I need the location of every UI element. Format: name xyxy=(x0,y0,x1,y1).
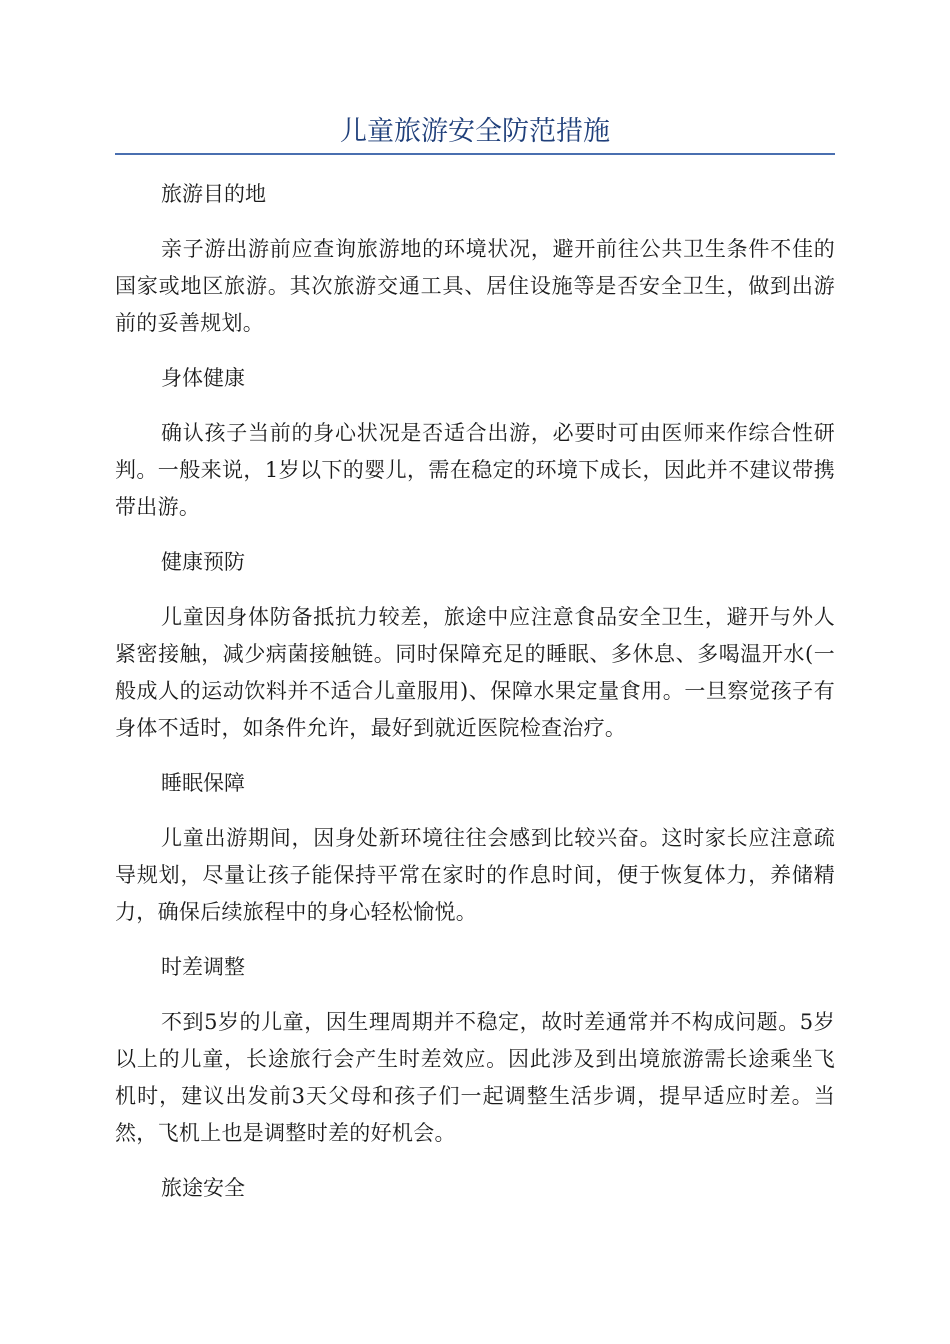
section-travel-safety xyxy=(115,1170,835,1206)
section-paragraph: 确认孩子当前的身心状况是否适合出游，必要时可由医师来作综合性研判。一般来说，1岁以下的婴儿，需在稳定的环境下成长，因此并不建议带携带出游。 xyxy=(115,421,835,519)
section-jetlag xyxy=(115,949,835,1170)
document-title: 儿童旅游安全防范措施 xyxy=(340,116,610,147)
section-heading: 时差调整 xyxy=(161,955,245,979)
section-sleep xyxy=(115,765,835,949)
section-heading: 健康预防 xyxy=(161,550,245,574)
section-paragraph: 儿童因身体防备抵抗力较差，旅途中应注意食品安全卫生，避开与外人紧密接触，减少病菌接触链。同时保障充足的睡眠、多休息、多喝温开水(一般成人的运动饮料并不适合儿童服用)、保障水果定量食用。一旦察觉孩子有身体不适时，如条件允许，最好到就近医院检查治疗。 xyxy=(115,605,835,740)
section-prevention xyxy=(115,544,835,765)
section-destination xyxy=(115,176,835,360)
section-paragraph: 儿童出游期间，因身处新环境往往会感到比较兴奋。这时家长应注意疏导规划，尽量让孩子能保持平常在家时的作息时间，便于恢复体力，养储精力，确保后续旅程中的身心轻松愉悦。 xyxy=(115,826,835,924)
section-heading: 旅游目的地 xyxy=(161,182,266,206)
section-heading: 旅途安全 xyxy=(161,1176,245,1200)
section-paragraph: 亲子游出游前应查询旅游地的环境状况，避开前往公共卫生条件不佳的国家或地区旅游。其次旅游交通工具、居住设施等是否安全卫生，做到出游前的妥善规划。 xyxy=(115,237,835,335)
document-body xyxy=(115,176,835,1206)
section-health xyxy=(115,360,835,544)
section-heading: 睡眠保障 xyxy=(161,771,245,795)
section-paragraph: 不到5岁的儿童，因生理周期并不稳定，故时差通常并不构成问题。5岁以上的儿童，长途旅行会产生时差效应。因此涉及到出境旅游需长途乘坐飞机时，建议出发前3天父母和孩子们一起调整生活步调，提早适应时差。当然，飞机上也是调整时差的好机会。 xyxy=(115,1010,835,1145)
section-heading: 身体健康 xyxy=(161,366,245,390)
title-underline xyxy=(115,153,835,155)
